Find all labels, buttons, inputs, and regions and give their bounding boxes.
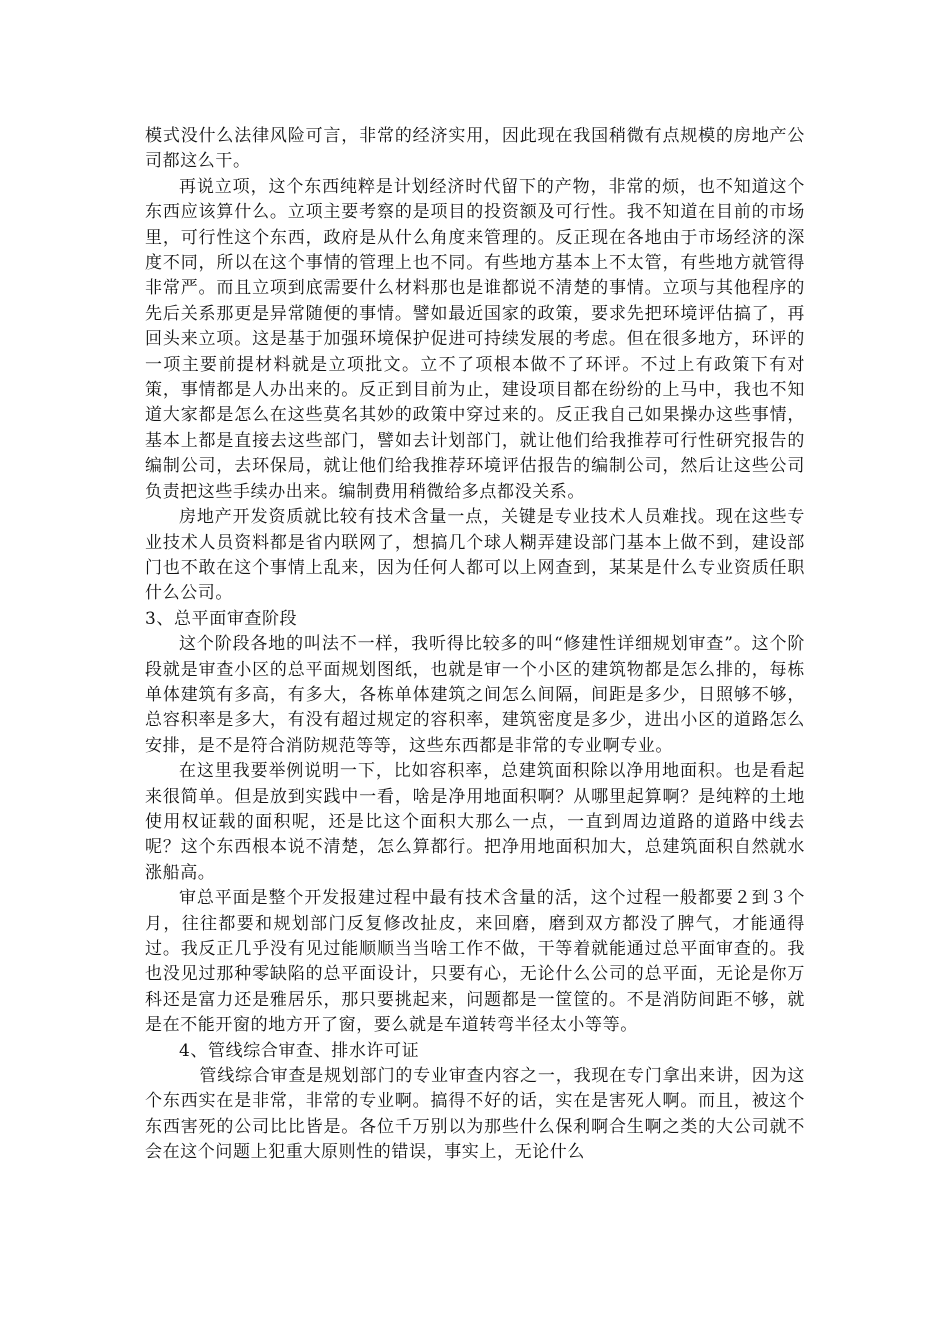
- section-heading-3: 3、总平面审查阶段: [145, 608, 298, 629]
- section-heading-4: 4、管线综合审查、排水许可证: [179, 1040, 420, 1061]
- paragraph-pipeline-review: 管线综合审查是规划部门的专业审查内容之一，我现在专门拿出来讲，因为这个东西实在是非常，非常的专业啊。搞得不好的话，实在是害死人啊。而且，被这个东西害死的公司比比皆是。各位千万别以为那些什么保利啊合生啊之类的大公司就不会在这个问题上犯重大原则性的错误，事实上，无论什么: [145, 1066, 805, 1163]
- paragraph-site-plan-review: 这个阶段各地的叫法不一样，我听得比较多的叫“修建性详细规划审查”。这个阶段就是审查小区的总平面规划图纸，也就是审一个小区的建筑物都是怎么排的，每栋单体建筑有多高，有多大，各栋单体建筑之间怎么间隔，间距是多少，日照够不够，总容积率是多大，有没有超过规定的容积率，建筑密度是多少，进出小区的道路怎么安排，是不是符合消防规范等等，这些东西都是非常的专业啊专业。: [145, 634, 805, 756]
- paragraph-site-plan-difficulty: 审总平面是整个开发报建过程中最有技术含量的活，这个过程一般都要２到３个月，往往都要和规划部门反复修改扯皮，来回磨，磨到双方都没了脾气，才能通得过。我反正几乎没有见过能顺顺当当啥工作不做，干等着就能通过总平面审查的。我也没见过那种零缺陷的总平面设计，只要有心，无论什么公司的总平面，无论是你万科还是富力还是雅居乐，那只要挑起来，问题都是一筐筐的。不是消防间距不够，就是在不能开窗的地方开了窗，要么就是车道转弯半径太小等等。: [145, 888, 805, 1036]
- paragraph-development-qualification: 房地产开发资质就比较有技术含量一点，关键是专业技术人员难找。现在这些专业技术人员资料都是省内联网了，想搞几个球人糊弄建设部门基本上做不到，建设部门也不敢在这个事情上乱来，因为任何人都可以上网查到，某某是什么专业资质任职什么公司。: [145, 507, 805, 604]
- paragraph-continuation: 模式没什么法律风险可言，非常的经济实用，因此现在我国稍微有点规模的房地产公司都这么干。: [145, 126, 805, 172]
- document-body: [145, 124, 805, 1166]
- paragraph-project-approval: 再说立项，这个东西纯粹是计划经济时代留下的产物，非常的烦，也不知道这个东西应该算什么。立项主要考察的是项目的投资额及可行性。我不知道在目前的市场里，可行性这个东西，政府是从什么角度来管理的。反正现在各地由于市场经济的深度不同，所以在这个事情的管理上也不同。有些地方基本上不太管，有些地方就管得非常严。而且立项到底需要什么材料那也是谁都说不清楚的事情。立项与其他程序的先后关系那更是异常随便的事情。譬如最近国家的政策，要求先把环境评估搞了，再回头来立项。这是基于加强环境保护促进可持续发展的考虑。但在很多地方，环评的一项主要前提材料就是立项批文。立不了项根本做不了环评。不过上有政策下有对策，事情都是人办出来的。反正到目前为止，建设项目都在纷纷的上马中，我也不知道大家都是怎么在这些莫名其妙的政策中穿过来的。反正我自己如果操办这些事情，基本上都是直接去这些部门，譬如去计划部门，就让他们给我推荐可行性研究报告的编制公司，去环保局，就让他们给我推荐环境评估报告的编制公司，然后让这些公司负责把这些手续办出来。编制费用稍微给多点都没关系。: [145, 176, 805, 502]
- paragraph-plot-ratio-example: 在这里我要举例说明一下，比如容积率，总建筑面积除以净用地面积。也是看起来很简单。但是放到实践中一看，啥是净用地面积啊？从哪里起算啊？是纯粹的土地使用权证载的面积呢，还是比这个面积大那么一点，一直到周边道路的道路中线去呢？这个东西根本说不清楚，怎么算都行。把净用地面积加大，总建筑面积自然就水涨船高。: [145, 761, 805, 883]
